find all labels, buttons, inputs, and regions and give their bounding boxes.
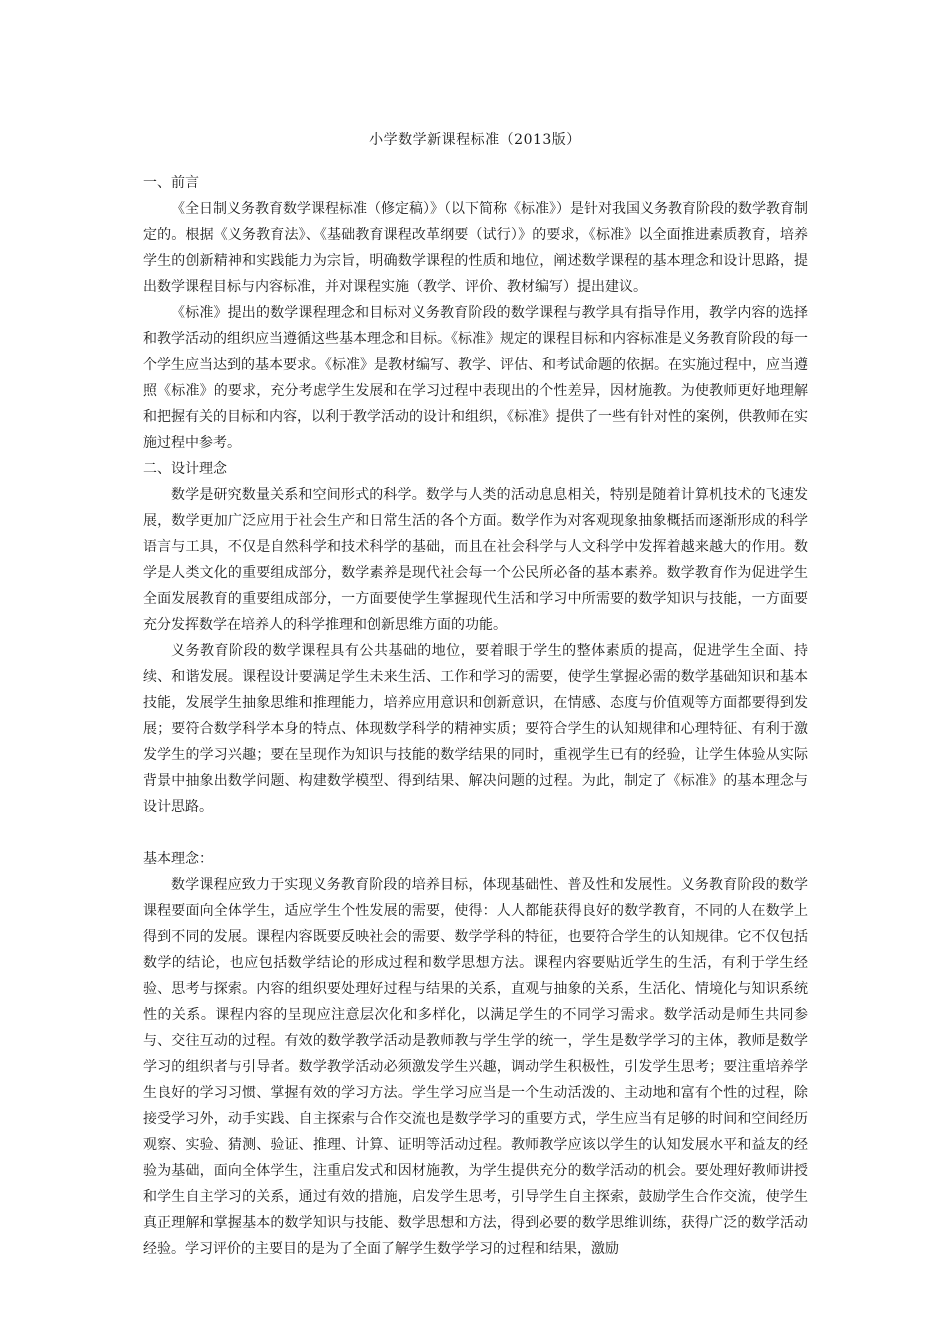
blank-line bbox=[143, 820, 808, 846]
design-concept-paragraph-2: 义务教育阶段的数学课程具有公共基础的地位，要着眼于学生的整体素质的提高，促进学生全面、持续、和谐发展。课程设计要满足学生未来生活、工作和学习的需要，使学生掌握必需的数学基础知识和基本技能，发展学生抽象思维和推理能力，培养应用意识和创新意识，在情感、态度与价值观等方面都要得到发展；要符合数学科学本身的特点、体现数学科学的精神实质；要符合学生的认知规律和心理特征、有利于激发学生的学习兴趣；要在呈现作为知识与技能的数学结果的同时，重视学生已有的经验，让学生体验从实际背景中抽象出数学问题、构建数学模型、得到结果、解决问题的过程。为此，制定了《标准》的基本理念与设计思路。 bbox=[143, 643, 808, 815]
preface-paragraph-2: 《标准》提出的数学课程理念和目标对义务教育阶段的数学课程与教学具有指导作用，教学内容的选择和教学活动的组织应当遵循这些基本理念和目标。《标准》规定的课程目标和内容标准是义务教育阶段的每一个学生应当达到的基本要求。《标准》是教材编写、教学、评估、和考试命题的依据。在实施过程中，应当遵照《标准》的要求，充分考虑学生发展和在学习过程中表现出的个性差异，因材施教。为使教师更好地理解和把握有关的目标和内容，以利于教学活动的设计和组织，《标准》提供了一些有针对性的案例，供教师在实施过程中参考。 bbox=[143, 305, 808, 451]
design-concept-paragraph-1: 数学是研究数量关系和空间形式的科学。数学与人类的活动息息相关，特别是随着计算机技术的飞速发展，数学更加广泛应用于社会生产和日常生活的各个方面。数学作为对客观现象抽象概括而逐渐形成的科学语言与工具，不仅是自然科学和技术科学的基础，而且在社会科学与人文科学中发挥着越来越大的作用。数学是人类文化的重要组成部分，数学素养是现代社会每一个公民所必备的基本素养。数学教育作为促进学生全面发展教育的重要组成部分，一方面要使学生掌握现代生活和学习中所需要的数学知识与技能，一方面要充分发挥数学在培养人的科学推理和创新思维方面的功能。 bbox=[143, 487, 808, 633]
document-body bbox=[143, 170, 808, 1262]
section-heading-basic-concept: 基本理念： bbox=[143, 851, 213, 867]
section-heading-design-concept: 二、设计理念 bbox=[143, 461, 227, 477]
section-heading-preface: 一、前言 bbox=[143, 175, 199, 191]
basic-concept-paragraph-1: 数学课程应致力于实现义务教育阶段的培养目标，体现基础性、普及性和发展性。义务教育阶段的数学课程要面向全体学生，适应学生个性发展的需要，使得：人人都能获得良好的数学教育，不同的人在数学上得到不同的发展。课程内容既要反映社会的需要、数学学科的特征，也要符合学生的认知规律。它不仅包括数学的结论，也应包括数学结论的形成过程和数学思想方法。课程内容要贴近学生的生活，有利于学生经验、思考与探索。内容的组织要处理好过程与结果的关系，直观与抽象的关系，生活化、情境化与知识系统性的关系。课程内容的呈现应注意层次化和多样化，以满足学生的不同学习需求。数学活动是师生共同参与、交往互动的过程。有效的数学教学活动是教师教与学生学的统一，学生是数学学习的主体，教师是数学学习的组织者与引导者。数学教学活动必须激发学生兴趣，调动学生积极性，引发学生思考；要注重培养学生良好的学习习惯、掌握有效的学习方法。学生学习应当是一个生动活泼的、主动地和富有个性的过程，除接受学习外，动手实践、自主探索与合作交流也是数学学习的重要方式，学生应当有足够的时间和空间经历观察、实验、猜测、验证、推理、计算、证明等活动过程。教师教学应该以学生的认知发展水平和益友的经验为基础，面向全体学生，注重启发式和因材施教，为学生提供充分的数学活动的机会。要处理好教师讲授和学生自主学习的关系，通过有效的措施，启发学生思考，引导学生自主探索，鼓励学生合作交流，使学生真正理解和掌握基本的数学知识与技能、数学思想和方法，得到必要的数学思维训练，获得广泛的数学活动经验。学习评价的主要目的是为了全面了解学生数学学习的过程和结果，激励 bbox=[143, 877, 808, 1257]
preface-paragraph-1: 《全日制义务教育数学课程标准（修定稿）》（以下简称《标准》）是针对我国义务教育阶段的数学教育制定的。根据《义务教育法》、《基础教育课程改革纲要（试行）》的要求，《标准》以全面推进素质教育，培养学生的创新精神和实践能力为宗旨，明确数学课程的性质和地位，阐述数学课程的基本理念和设计思路，提出数学课程目标与内容标准，并对课程实施（教学、评价、教材编写）提出建议。 bbox=[143, 201, 808, 295]
document-title: 小学数学新课程标准（2013版） bbox=[369, 132, 581, 148]
